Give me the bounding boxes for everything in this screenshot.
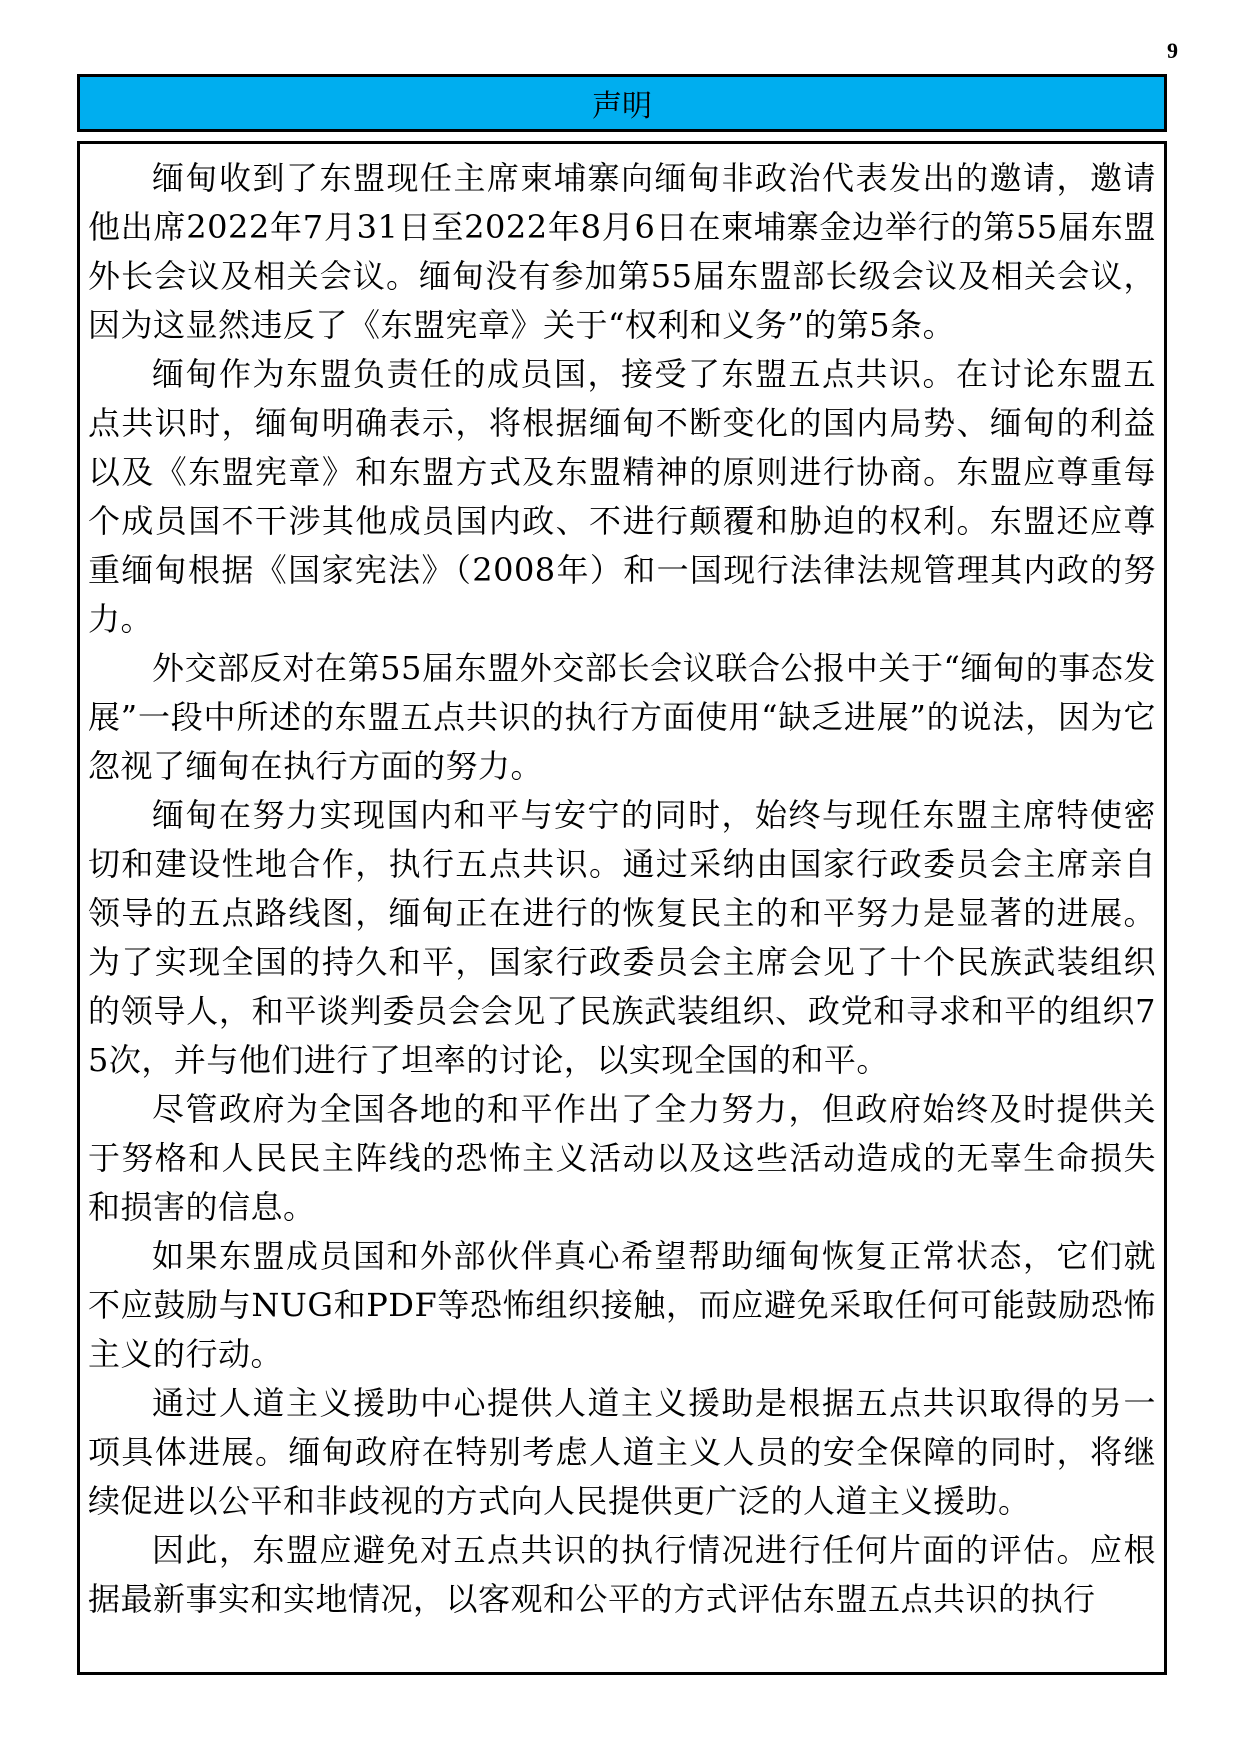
paragraph-conclusion: 因此，东盟应避免对五点共识的执行情况进行任何片面的评估。应根据最新事实和实地情况，以客观和公平的方式评估东盟五点共识的执行 [88, 1531, 1156, 1618]
section-header [77, 74, 1167, 132]
paragraph-peace-efforts: 缅甸在努力实现国内和平与安宁的同时，始终与现任东盟主席特使密切和建设性地合作，执行五点共识。通过采纳由国家行政委员会主席亲自领导的五点路线图，缅甸正在进行的恢复民主的和平努力是显著的进展。为了实现全国的持久和平，国家行政委员会主席会见了十个民族武装组织的领导人，和平谈判委员会会见了民族武装组织、政党和寻求和平的组织75次，并与他们进行了坦率的讨论，以实现全国的和平。 [88, 796, 1156, 1079]
page-number: 9 [1167, 38, 1178, 63]
paragraph-humanitarian-aid: 通过人道主义援助中心提供人道主义援助是根据五点共识取得的另一项具体进展。缅甸政府在特别考虑人道主义人员的安全保障的同时，将继续促进以公平和非歧视的方式向人民提供更广泛的人道主义援助。 [88, 1384, 1156, 1520]
section-title: 声明 [592, 89, 652, 124]
paragraph-five-point-consensus: 缅甸作为东盟负责任的成员国，接受了东盟五点共识。在讨论东盟五点共识时，缅甸明确表示，将根据缅甸不断变化的国内局势、缅甸的利益以及《东盟宪章》和东盟方式及东盟精神的原则进行协商。东盟应尊重每个成员国不干涉其他成员国内政、不进行颠覆和胁迫的权利。东盟还应尊重缅甸根据《国家宪法》（2008年）和一国现行法律法规管理其内政的努力。 [88, 355, 1156, 638]
paragraph-terrorism-info: 尽管政府为全国各地的和平作出了全力努力，但政府始终及时提供关于努格和人民民主阵线的恐怖主义活动以及这些活动造成的无辜生命损失和损害的信息。 [88, 1090, 1156, 1226]
statement-body [77, 141, 1167, 1675]
paragraph-joint-communique: 外交部反对在第55届东盟外交部长会议联合公报中关于“缅甸的事态发展”一段中所述的东盟五点共识的执行方面使用“缺乏进展”的说法，因为它忽视了缅甸在执行方面的努力。 [88, 649, 1156, 785]
paragraph-invitation: 缅甸收到了东盟现任主席柬埔寨向缅甸非政治代表发出的邀请，邀请他出席2022年7月31日至2022年8月6日在柬埔寨金边举行的第55届东盟外长会议及相关会议。缅甸没有参加第55届东盟部长级会议及相关会议，因为这显然违反了《东盟宪章》关于“权利和义务”的第5条。 [88, 159, 1156, 344]
paragraph-external-partners: 如果东盟成员国和外部伙伴真心希望帮助缅甸恢复正常状态，它们就不应鼓励与NUG和PDF等恐怖组织接触，而应避免采取任何可能鼓励恐怖主义的行动。 [88, 1237, 1156, 1373]
